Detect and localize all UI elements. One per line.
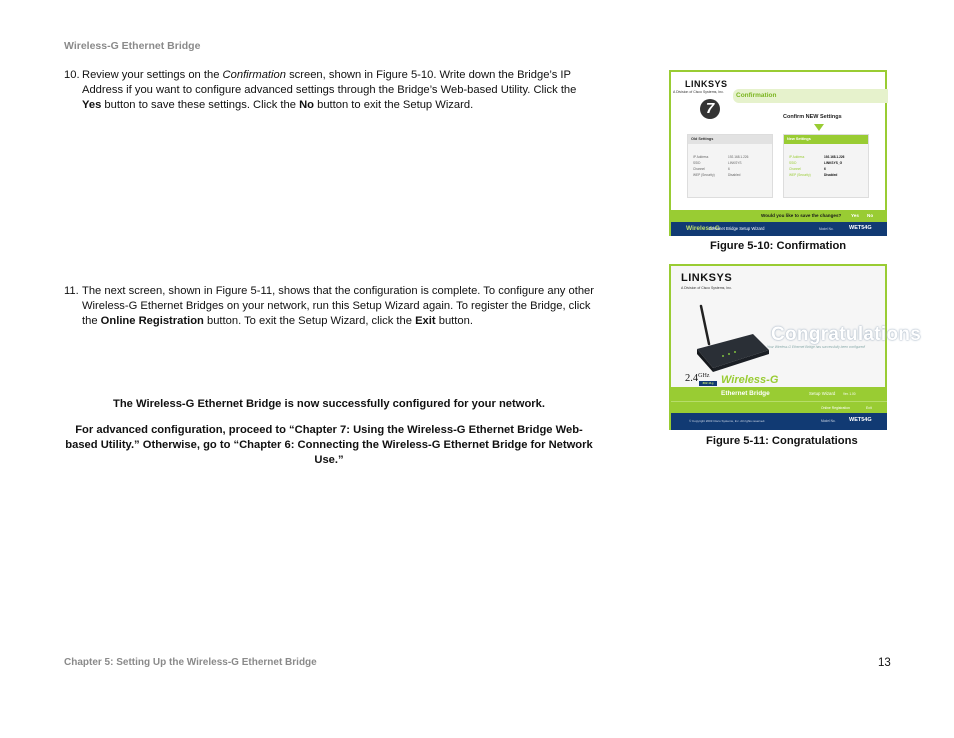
product-name: Ethernet Bridge <box>721 390 770 397</box>
logo-subtitle: A Division of Cisco Systems, Inc. <box>681 286 732 290</box>
confirmation-screenshot <box>669 70 887 236</box>
step-number: 10. <box>64 69 80 81</box>
wireless-g-brand: Wireless-G <box>721 374 779 386</box>
online-registration-ref: Online Registration <box>100 315 204 327</box>
exit-button[interactable]: Exit <box>866 406 872 410</box>
down-arrow-icon <box>814 124 824 131</box>
old-settings-heading: Old Settings <box>688 135 772 144</box>
model-label: Model No. <box>819 227 834 231</box>
no-button[interactable]: No <box>867 213 874 218</box>
model-number: WET54G <box>849 225 872 231</box>
setting-key: SSID <box>693 161 701 165</box>
success-message: Your Wireless-G Ethernet Bridge has successfully been configured! <box>767 345 866 349</box>
footer-bar <box>671 222 887 236</box>
footer-bar <box>671 413 887 430</box>
online-registration-button[interactable]: Online Registration <box>821 406 850 410</box>
settings-row <box>784 173 868 179</box>
figure-5-10-caption: Figure 5-10: Confirmation <box>710 240 847 252</box>
setting-value: Disabled <box>728 173 741 177</box>
step-10-paragraph <box>64 68 594 113</box>
text-run: button. <box>435 315 473 327</box>
success-note: The Wireless-G Ethernet Bridge is now successfully configured for your network. <box>113 398 545 410</box>
confirm-title: Confirm NEW Settings <box>783 114 842 120</box>
frequency-value: 2.4 <box>685 373 699 384</box>
running-header: Wireless-G Ethernet Bridge <box>64 40 201 52</box>
logo-subtitle: A Division of Cisco Systems, Inc. <box>673 90 724 94</box>
setting-key: IP Address <box>693 155 709 159</box>
setting-key: SSID <box>789 161 797 165</box>
model-label: Model No. <box>821 419 836 423</box>
text-run: button to exit the Setup Wizard. <box>313 99 474 111</box>
text-run: Review your settings on the <box>82 69 223 81</box>
setting-key: IP Address <box>789 155 805 159</box>
text-run: The next screen, shown in Figure 5-11, shows that the configuration is complete. To configure any other Wireless-G Ethernet Bridges on your network, run this Setup Wizard again. To register the Bridge, click the <box>82 285 595 327</box>
setting-value: 6 <box>824 167 826 171</box>
step-number: 11. <box>64 285 79 297</box>
setting-value: Disabled <box>824 173 838 177</box>
model-number: WET54G <box>849 417 872 423</box>
text-run: button to save these settings. Click the <box>101 99 300 111</box>
save-question-bar <box>671 210 887 222</box>
product-bar <box>671 387 887 401</box>
setting-key: WEP (Security) <box>693 173 715 177</box>
version-label: Ver. 1.00 <box>843 392 856 396</box>
chapter-footer: Chapter 5: Setting Up the Wireless-G Ethernet Bridge <box>64 657 317 668</box>
step-11-paragraph <box>64 284 594 329</box>
settings-row <box>688 173 772 179</box>
setting-key: Channel <box>789 167 801 171</box>
setting-key: Channel <box>693 167 705 171</box>
confirmation-ref: Confirmation <box>222 69 286 81</box>
setup-wizard-label: Setup Wizard <box>809 391 836 396</box>
tab-label: Confirmation <box>736 92 777 99</box>
setting-value: 6 <box>728 167 730 171</box>
congratulations-title: Congratulations <box>771 324 922 345</box>
setup-wizard-label: Ethernet Bridge Setup Wizard <box>709 226 765 231</box>
save-question <box>761 213 841 218</box>
advanced-note: For advanced configuration, proceed to “Chapter 7: Using the Wireless-G Ethernet Bridge Web-based Utility.” Otherwise, go to “Chapter 6: Connecting the Wireless-G Ethernet Bridge for Network Use.” <box>65 424 593 466</box>
congratulations-screenshot <box>669 264 922 430</box>
page-number: 13 <box>878 657 891 669</box>
wireless-g-brand: Wireless-G <box>686 225 720 232</box>
text-run: button. To exit the Setup Wizard, click the <box>203 315 416 327</box>
figure-5-11-caption: Figure 5-11: Congratulations <box>706 435 858 447</box>
step-text <box>64 284 594 329</box>
setting-value: LINKSYS <box>728 161 742 165</box>
setting-value: LINKSYS_G <box>824 161 843 165</box>
setting-value: 192.168.1.226 <box>824 155 845 159</box>
yes-button[interactable]: Yes <box>851 213 859 218</box>
step-7-badge: 7 <box>700 99 720 119</box>
frequency-unit: GHz <box>698 373 710 379</box>
setting-value: 192.168.1.226 <box>728 155 749 159</box>
yes-ref: Yes <box>82 99 102 111</box>
linksys-logo: LINKSYS <box>681 272 733 284</box>
old-settings-panel <box>687 134 773 198</box>
question-emphasis: changes? <box>819 213 842 218</box>
step-text <box>64 68 594 113</box>
new-settings-heading: New Settings <box>784 135 868 144</box>
exit-ref: Exit <box>415 315 436 327</box>
setting-key: WEP (Security) <box>789 173 811 177</box>
copyright: © Copyright 2003 Cisco Systems, Inc. All rights reserved. <box>689 419 766 423</box>
confirmation-tab <box>733 89 888 103</box>
standard-badge: 802.11g <box>699 381 717 386</box>
no-ref: No <box>299 99 314 111</box>
question-text: Would you like to save the <box>761 213 820 218</box>
bridge-device-image <box>693 304 773 374</box>
new-settings-panel <box>783 134 869 198</box>
action-bar <box>671 401 887 413</box>
linksys-logo: LINKSYS <box>685 79 728 89</box>
text-run: screen, shown in Figure 5-10. Write down the Bridge’s IP Address if you want to configure advanced settings through the Bridge’s Web-based Utility. Click the <box>82 69 577 96</box>
